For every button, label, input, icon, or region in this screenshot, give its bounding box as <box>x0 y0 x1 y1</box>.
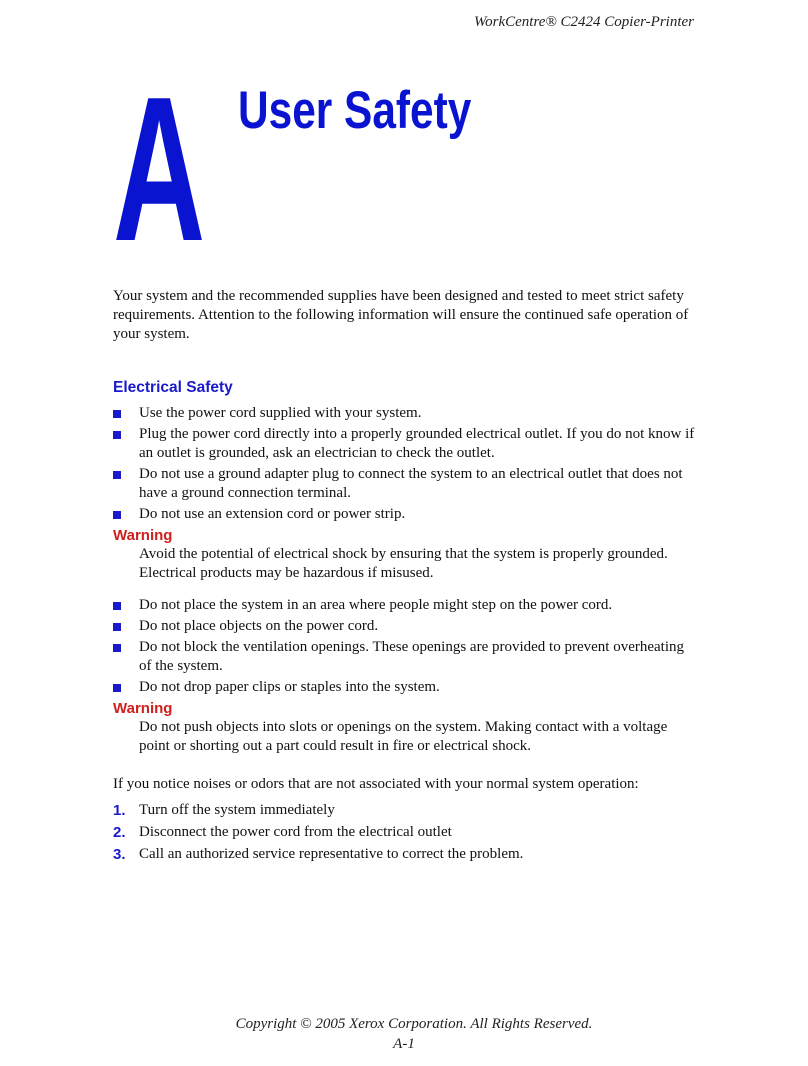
step-number: 3. <box>113 846 126 863</box>
square-bullet-icon <box>113 644 121 652</box>
square-bullet-icon <box>113 684 121 692</box>
list-item: Do not use an extension cord or power strip. <box>113 505 698 524</box>
step-item: 3. Call an authorized service representative to correct the problem. <box>113 846 524 863</box>
list-item: Do not drop paper clips or staples into the system. <box>113 678 698 697</box>
step-item: 2. Disconnect the power cord from the electrical outlet <box>113 824 452 841</box>
step-number: 2. <box>113 824 126 841</box>
list-item: Plug the power cord directly into a properly grounded electrical outlet. If you do not know if an outlet is grounded, ask an electrician to check the outlet. <box>113 425 698 463</box>
bullet-list-1 <box>113 404 698 524</box>
list-item: Use the power cord supplied with your system. <box>113 404 698 423</box>
list-item: Do not use a ground adapter plug to connect the system to an electrical outlet that does not have a ground connection terminal. <box>113 465 698 503</box>
warning-label: Warning <box>113 700 173 717</box>
square-bullet-icon <box>113 431 121 439</box>
chapter-letter: A <box>113 54 206 284</box>
square-bullet-icon <box>113 623 121 631</box>
bullet-list-2 <box>113 596 698 697</box>
numbered-steps <box>113 801 698 864</box>
square-bullet-icon <box>113 471 121 479</box>
intro-paragraph: Your system and the recommended supplies have been designed and tested to meet strict safety requirements. Attention to the following information will ensure the continued safe operation of your system. <box>113 288 689 342</box>
square-bullet-icon <box>113 511 121 519</box>
page-content <box>113 287 698 867</box>
list-item: Do not block the ventilation openings. These openings are provided to prevent overheating of the system. <box>113 638 698 676</box>
list-item: Do not place the system in an area where people might step on the power cord. <box>113 596 698 615</box>
footer-copyright: Copyright © 2005 Xerox Corporation. All Rights Reserved. <box>235 1016 593 1032</box>
square-bullet-icon <box>113 410 121 418</box>
page-number: A-1 <box>393 1036 415 1052</box>
step-number: 1. <box>113 802 126 819</box>
warning-text: Avoid the potential of electrical shock by ensuring that the system is properly grounded. Electrical products may be hazardous if misused. <box>139 546 668 581</box>
warning-label: Warning <box>113 527 173 544</box>
square-bullet-icon <box>113 602 121 610</box>
step-item: 1. Turn off the system immediately <box>113 802 335 819</box>
running-header: WorkCentre® C2424 Copier-Printer <box>474 14 694 30</box>
chapter-title: User Safety <box>238 81 472 140</box>
section-heading: Electrical Safety <box>113 379 233 396</box>
list-item: Do not place objects on the power cord. <box>113 617 698 636</box>
notice-paragraph: If you notice noises or odors that are not associated with your normal system operation: <box>113 776 639 792</box>
warning-text: Do not push objects into slots or openings on the system. Making contact with a voltage point or shorting out a part could result in fire or electrical shock. <box>139 719 668 754</box>
